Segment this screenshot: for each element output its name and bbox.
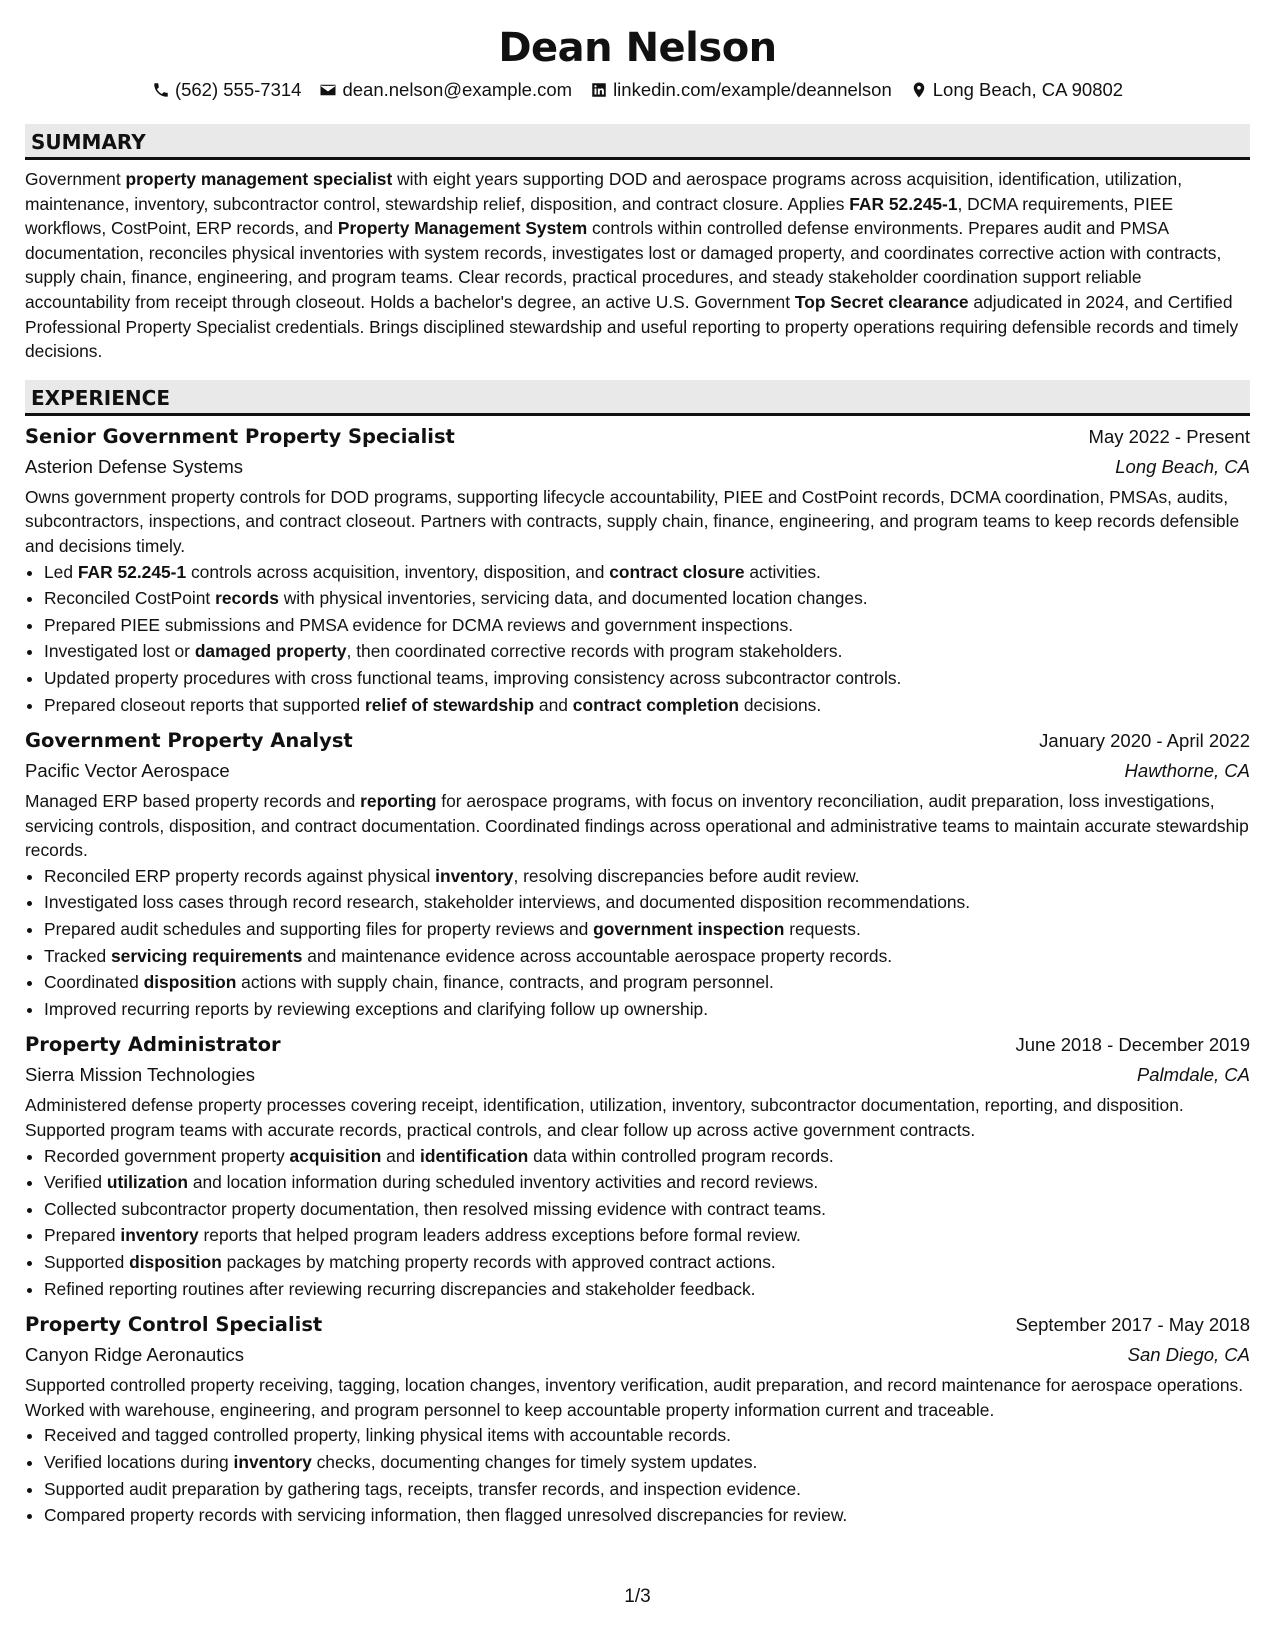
summary-section-header: SUMMARY bbox=[25, 124, 1250, 160]
text-run: , then coordinated corrective records with program stakeholders. bbox=[346, 641, 843, 662]
bold-keyword: Property Management System bbox=[337, 218, 588, 239]
bullet-item bbox=[44, 1276, 1250, 1303]
text-run: Supported bbox=[44, 1252, 130, 1272]
experience-list bbox=[25, 422, 1250, 1529]
text-run: Supported controlled property receiving, tagging, location changes, inventory verification, audit preparation, and record maintenance for aerospace operations. Worked with warehouse, engineering, and program personnel to keep accountable property information current and traceable. bbox=[25, 1375, 1244, 1420]
text-run: Reconciled CostPoint bbox=[44, 588, 216, 609]
job-company: Sierra Mission Technologies bbox=[25, 1064, 255, 1086]
text-run: actions with supply chain, finance, contracts, and program personnel. bbox=[236, 972, 774, 993]
text-run: Administered defense property processes covering receipt, identification, utilization, inventory, subcontractor documentation, reporting, and disposition. Supported program teams with accurate records, practical controls, and clear follow up across active government contracts. bbox=[25, 1095, 1184, 1141]
text-run: packages by matching property records with approved contract actions. bbox=[221, 1252, 776, 1272]
text-run: Investigated loss cases through record research, stakeholder interviews, and documented disposition recommendations. bbox=[44, 892, 971, 913]
text-run: reports that helped program leaders address exceptions before formal review. bbox=[198, 1225, 801, 1246]
location-text: Long Beach, CA 90802 bbox=[932, 79, 1124, 100]
job-bullets bbox=[25, 863, 1250, 1023]
bold-keyword: damaged property bbox=[194, 641, 347, 662]
text-run: Compared property records with servicing information, then flagged unresolved discrepancies for review. bbox=[44, 1505, 848, 1526]
text-run: Prepared closeout reports that supported bbox=[44, 694, 365, 715]
job-header-row bbox=[25, 422, 1250, 452]
bullet-item bbox=[44, 969, 1250, 996]
linkedin-text: linkedin.com/example/deannelson bbox=[613, 79, 892, 100]
job-description bbox=[25, 789, 1250, 863]
text-run: decisions. bbox=[738, 694, 822, 715]
job-title: Senior Government Property Specialist bbox=[25, 424, 455, 448]
text-run: Coordinated bbox=[44, 972, 144, 993]
bullet-item bbox=[44, 943, 1250, 970]
email-text: dean.nelson@example.com bbox=[342, 79, 573, 100]
bullet-item bbox=[44, 863, 1250, 890]
job-header-row bbox=[25, 1030, 1250, 1060]
job-company-row bbox=[25, 756, 1250, 786]
text-run: , DCMA requirements, PIEE workflows, CostPoint, ERP records, and bbox=[25, 193, 1174, 239]
text-run: controls within controlled defense environments. Prepares audit and PMSA documentation, reconciles physical inventories with system records, investigates lost or damaged property, and coordinates corrective action with contracts, supply chain, finance, engineering, and program teams. Clear records, practical procedures, and steady stakeholder coordination support reliable accountability from receipt through closeout. Holds a bachelor's degree, an active U.S. Government bbox=[25, 218, 1222, 312]
job-company-row bbox=[25, 1340, 1250, 1370]
text-run: Collected subcontractor property documentation, then resolved missing evidence with contract teams. bbox=[44, 1198, 827, 1219]
bold-keyword: contract completion bbox=[572, 694, 739, 715]
text-run: data within controlled program records. bbox=[528, 1145, 834, 1166]
envelope-icon bbox=[319, 81, 337, 99]
text-run: Prepared bbox=[44, 1225, 121, 1246]
job-company-row bbox=[25, 1060, 1250, 1090]
text-run: with physical inventories, servicing data, and documented location changes. bbox=[278, 588, 868, 609]
bullet-item bbox=[44, 996, 1250, 1023]
bullet-item bbox=[44, 916, 1250, 943]
job-location: Long Beach, CA bbox=[1115, 455, 1250, 477]
text-run: with eight years supporting DOD and aerospace programs across acquisition, identification, utilization, maintenance, inventory, subcontractor control, stewardship relief, disposition, and contract closure. Applies bbox=[25, 169, 1183, 214]
job-dates: June 2018 - December 2019 bbox=[1015, 1034, 1250, 1056]
text-run: controls across acquisition, inventory, disposition, and bbox=[186, 561, 610, 582]
bullet-item bbox=[44, 1143, 1250, 1170]
text-run: Supported audit preparation by gathering tags, receipts, transfer records, and inspection evidence. bbox=[44, 1478, 801, 1499]
phone-icon bbox=[152, 81, 170, 99]
text-run: , resolving discrepancies before audit review. bbox=[513, 865, 860, 886]
text-run: Verified locations during bbox=[44, 1451, 234, 1472]
text-run: Refined reporting routines after reviewing recurring discrepancies and stakeholder feedback. bbox=[44, 1278, 756, 1299]
job-entry bbox=[25, 1310, 1250, 1529]
bold-keyword: FAR 52.245-1 bbox=[849, 193, 958, 214]
bullet-item bbox=[44, 1249, 1250, 1276]
bold-keyword: disposition bbox=[129, 1252, 222, 1272]
bold-keyword: disposition bbox=[143, 972, 237, 993]
job-bullets bbox=[25, 1422, 1250, 1528]
bold-keyword: servicing requirements bbox=[111, 945, 303, 966]
text-run: requests. bbox=[784, 919, 861, 940]
linkedin-icon bbox=[590, 81, 608, 99]
text-run: activities. bbox=[744, 561, 821, 582]
job-company: Asterion Defense Systems bbox=[25, 455, 243, 477]
contact-linkedin[interactable] bbox=[590, 78, 892, 102]
bold-keyword: Top Secret clearance bbox=[794, 291, 969, 312]
job-location: Palmdale, CA bbox=[1136, 1064, 1250, 1086]
text-run: Reconciled ERP property records against physical bbox=[44, 865, 436, 886]
text-run: Owns government property controls for DOD programs, supporting lifecycle accountability, PIEE and CostPoint records, DCMA coordination, PMSAs, audits, subcontractors, inspections, and contract closeout. Partners with contracts, supply chain, finance, engineering, and program teams to keep records defensible and decisions timely. bbox=[25, 486, 1240, 556]
bullet-item bbox=[44, 1222, 1250, 1249]
text-run: Prepared PIEE submissions and PMSA evidence for DCMA reviews and government inspections. bbox=[44, 614, 794, 635]
text-run: and location information during scheduled inventory activities and record reviews. bbox=[188, 1172, 819, 1193]
job-title: Property Administrator bbox=[25, 1033, 281, 1057]
bullet-item bbox=[44, 1476, 1250, 1503]
text-run: and maintenance evidence across accountable aerospace property records. bbox=[302, 945, 893, 966]
job-description bbox=[25, 485, 1250, 559]
bullet-item bbox=[44, 559, 1250, 586]
bullet-item bbox=[44, 1422, 1250, 1449]
experience-section-header: EXPERIENCE bbox=[25, 380, 1250, 416]
job-title: Government Property Analyst bbox=[25, 729, 353, 753]
bold-keyword: reporting bbox=[360, 791, 437, 812]
job-location: San Diego, CA bbox=[1127, 1344, 1250, 1366]
text-run: and bbox=[534, 694, 573, 715]
bold-keyword: identification bbox=[420, 1145, 529, 1166]
text-run: Government bbox=[25, 169, 126, 189]
bold-keyword: inventory bbox=[120, 1225, 199, 1246]
bullet-item bbox=[44, 889, 1250, 916]
job-location: Hawthorne, CA bbox=[1124, 760, 1250, 782]
bold-keyword: relief of stewardship bbox=[364, 694, 535, 715]
bold-keyword: inventory bbox=[233, 1451, 312, 1472]
text-run: Tracked bbox=[44, 945, 112, 966]
job-bullets bbox=[25, 1143, 1250, 1303]
bold-keyword: government inspection bbox=[593, 919, 785, 940]
text-run: Updated property procedures with cross functional teams, improving consistency across subcontractor controls. bbox=[44, 667, 902, 688]
text-run: Led bbox=[44, 561, 78, 582]
contact-email[interactable] bbox=[319, 78, 572, 102]
job-bullets bbox=[25, 559, 1250, 719]
job-company: Canyon Ridge Aeronautics bbox=[25, 1344, 245, 1366]
bold-keyword: contract closure bbox=[609, 561, 745, 582]
bullet-item bbox=[44, 612, 1250, 639]
text-run: Managed ERP based property records and bbox=[25, 791, 361, 812]
job-header-row bbox=[25, 726, 1250, 756]
text-run: Investigated lost or bbox=[44, 641, 195, 662]
job-entry bbox=[25, 1030, 1250, 1302]
text-run: for aerospace programs, with focus on inventory reconciliation, audit preparation, loss investigations, servicing controls, disposition, and contract documentation. Coordinated findings across operational and administrative teams to maintain accurate stewardship records. bbox=[25, 791, 1249, 861]
page-number: 1/3 bbox=[624, 1586, 651, 1607]
bullet-item bbox=[44, 1502, 1250, 1529]
bold-keyword: acquisition bbox=[289, 1145, 382, 1166]
job-dates: September 2017 - May 2018 bbox=[1015, 1314, 1250, 1336]
contact-location bbox=[910, 78, 1123, 102]
phone-text: (562) 555-7314 bbox=[174, 79, 302, 100]
map-pin-icon bbox=[910, 81, 928, 99]
job-header-row bbox=[25, 1310, 1250, 1340]
summary-text bbox=[25, 167, 1250, 364]
job-entry bbox=[25, 726, 1250, 1022]
job-dates: May 2022 - Present bbox=[1088, 425, 1250, 447]
bold-keyword: inventory bbox=[435, 865, 514, 886]
text-run: adjudicated in 2024, and Certified Professional Property Specialist credentials. Brings disciplined stewardship and useful reporting to property operations requiring defensible records and timely decisions. bbox=[25, 291, 1239, 362]
text-run: Recorded government property bbox=[44, 1145, 290, 1166]
bullet-item bbox=[44, 1196, 1250, 1223]
job-description bbox=[25, 1373, 1250, 1422]
bullet-item bbox=[44, 585, 1250, 612]
bold-keyword: property management specialist bbox=[125, 169, 393, 189]
bold-keyword: FAR 52.245-1 bbox=[77, 561, 187, 582]
bullet-item bbox=[44, 638, 1250, 665]
bold-keyword: records bbox=[215, 588, 279, 609]
text-run: Prepared audit schedules and supporting files for property reviews and bbox=[44, 919, 594, 940]
text-run: Improved recurring reports by reviewing exceptions and clarifying follow up ownership. bbox=[44, 998, 709, 1019]
job-description bbox=[25, 1093, 1250, 1142]
text-run: Verified bbox=[44, 1172, 107, 1193]
bullet-item bbox=[44, 665, 1250, 692]
contact-phone[interactable] bbox=[152, 78, 302, 102]
contact-bar bbox=[25, 78, 1250, 102]
candidate-name: Dean Nelson bbox=[498, 25, 777, 71]
text-run: Received and tagged controlled property, linking physical items with accountable records. bbox=[44, 1425, 731, 1446]
text-run: checks, documenting changes for timely system updates. bbox=[311, 1451, 758, 1472]
job-company-row bbox=[25, 452, 1250, 482]
text-run: and bbox=[381, 1145, 421, 1166]
bold-keyword: utilization bbox=[106, 1172, 188, 1193]
job-company: Pacific Vector Aerospace bbox=[25, 760, 230, 782]
bullet-item bbox=[44, 1169, 1250, 1196]
job-entry bbox=[25, 422, 1250, 718]
bullet-item bbox=[44, 1449, 1250, 1476]
job-title: Property Control Specialist bbox=[25, 1313, 323, 1337]
bullet-item bbox=[44, 692, 1250, 719]
job-dates: January 2020 - April 2022 bbox=[1039, 730, 1250, 752]
